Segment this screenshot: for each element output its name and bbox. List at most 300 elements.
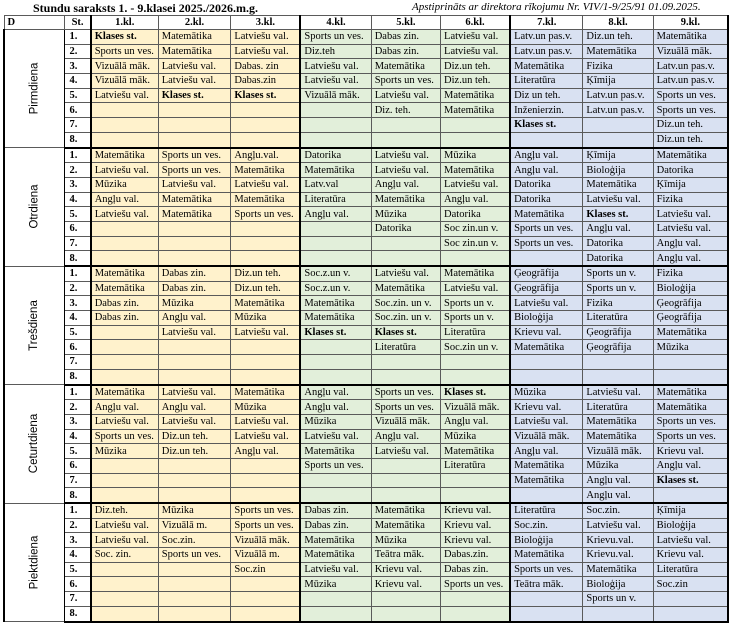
lesson-cell: Datorika (371, 221, 440, 236)
lesson-cell: Klases st. (158, 88, 231, 103)
lesson-cell (231, 236, 301, 251)
class-header-1: 1.kl. (91, 16, 159, 30)
lesson-cell: Teātra māk. (510, 577, 583, 592)
lesson-number: 1. (65, 148, 91, 163)
lesson-cell: Soc.zin (653, 577, 728, 592)
lesson-cell (441, 132, 511, 147)
lesson-cell: Latviešu val. (371, 163, 440, 178)
lesson-number: 6. (65, 458, 91, 473)
lesson-cell: Angļu val. (300, 207, 371, 222)
lesson-cell: Matemātika (510, 59, 583, 74)
lesson-cell: Mūzika (231, 311, 301, 326)
timetable-row (4, 148, 728, 163)
lesson-cell: Diz.un teh. (231, 266, 301, 281)
lesson-number: 7. (65, 592, 91, 607)
lesson-cell: Datorika (510, 177, 583, 192)
lesson-cell (231, 251, 301, 266)
lesson-cell (371, 236, 440, 251)
lesson-cell: Matemātika (300, 444, 371, 459)
lesson-cell: Sports un ves. (231, 503, 301, 518)
lesson-cell: Fizika (583, 59, 653, 74)
lesson-cell: Krievu val. (653, 548, 728, 563)
lesson-cell (91, 488, 159, 503)
lesson-cell (441, 251, 511, 266)
lesson-cell (91, 325, 159, 340)
timetable-row (4, 266, 728, 281)
lesson-cell: Literatūra (583, 311, 653, 326)
lesson-cell: Krievu val. (371, 577, 440, 592)
lesson-cell (158, 251, 231, 266)
lesson-cell: Angļu val. (510, 163, 583, 178)
day-label (4, 30, 65, 148)
class-header-9: 9.kl. (653, 16, 728, 30)
lesson-cell: Dabas zin. (158, 266, 231, 281)
timetable-row (4, 369, 728, 384)
lesson-cell: Vizuālā m. (158, 518, 231, 533)
lesson-cell: Mūzika (300, 577, 371, 592)
lesson-cell: Bioloģija (510, 311, 583, 326)
lesson-cell: Matemātika (231, 192, 301, 207)
lesson-cell (300, 132, 371, 147)
lesson-number: 3. (65, 177, 91, 192)
lesson-cell (158, 562, 231, 577)
lesson-cell (300, 103, 371, 118)
timetable-row (4, 88, 728, 103)
lesson-cell: Vizuālā māk. (653, 44, 728, 59)
timetable-row (4, 548, 728, 563)
day-name: Ceturtdiena (28, 414, 41, 474)
lesson-cell: Matemātika (441, 103, 511, 118)
lesson-cell: Latviešu val. (158, 325, 231, 340)
lesson-cell: Angļu val. (510, 444, 583, 459)
lesson-cell: Mūzika (300, 414, 371, 429)
lesson-cell: Latviešu val. (231, 177, 301, 192)
lesson-cell: Sports un ves. (371, 74, 440, 89)
lesson-cell: Krievu val. (653, 444, 728, 459)
timetable-row (4, 118, 728, 133)
lesson-cell: Sports un ves. (510, 236, 583, 251)
lesson-cell: Latv.un pas.v. (583, 88, 653, 103)
lesson-number: 2. (65, 400, 91, 415)
lesson-cell: Angļu.val. (231, 148, 301, 163)
lesson-cell (371, 355, 440, 370)
lesson-cell: Matemātika (510, 207, 583, 222)
lesson-cell: Latviešu val. (91, 207, 159, 222)
lesson-cell (158, 606, 231, 621)
lesson-cell: Klases st. (371, 325, 440, 340)
lesson-cell: Matemātika (300, 533, 371, 548)
lesson-cell: Matemātika (371, 518, 440, 533)
timetable-row (4, 207, 728, 222)
lesson-cell (300, 236, 371, 251)
lesson-cell: Matemātika (653, 385, 728, 400)
lesson-cell (300, 473, 371, 488)
lesson-cell: Angļu val. (158, 400, 231, 415)
lesson-cell: Fizika (653, 266, 728, 281)
lesson-cell: Ķīmija (653, 177, 728, 192)
lesson-cell: Diz.un teh. (158, 444, 231, 459)
lesson-number: 4. (65, 548, 91, 563)
lesson-cell: Vizuālā māk. (231, 533, 301, 548)
lesson-cell: Dabas zin. (158, 281, 231, 296)
lesson-cell: Vizuālā māk. (583, 444, 653, 459)
lesson-cell: Vizuālā māk. (371, 414, 440, 429)
lesson-cell: Matemātika (653, 148, 728, 163)
lesson-cell: Matemātika (300, 548, 371, 563)
lesson-cell (510, 369, 583, 384)
lesson-cell (371, 118, 440, 133)
lesson-cell: Angļu val. (231, 444, 301, 459)
lesson-cell: Diz.un teh. (653, 132, 728, 147)
lesson-cell: Latviešu val. (510, 296, 583, 311)
lesson-cell: Literatūra (510, 74, 583, 89)
lesson-cell: Soc zin.un v. (441, 236, 511, 251)
lesson-cell (653, 592, 728, 607)
lesson-cell (158, 577, 231, 592)
lesson-cell (158, 369, 231, 384)
lesson-cell: Datorika (653, 163, 728, 178)
lesson-number: 8. (65, 606, 91, 621)
lesson-cell: Diz.un teh. (231, 281, 301, 296)
lesson-cell (441, 118, 511, 133)
lesson-cell: Soc.zin un v. (441, 340, 511, 355)
lesson-cell: Dabas. zin (231, 59, 301, 74)
approval-note: Apstiprināts ar direktora rīkojumu Nr. VIV/1-9/25/91 01.09.2025. (412, 1, 701, 13)
lesson-cell: Angļu val. (510, 148, 583, 163)
lesson-cell (158, 592, 231, 607)
lesson-cell: Latviešu val. (158, 177, 231, 192)
timetable-row (4, 103, 728, 118)
lesson-cell: Bioloģija (583, 163, 653, 178)
lesson-cell: Soc.zin. (158, 533, 231, 548)
lesson-cell: Latv.un pas.v. (510, 44, 583, 59)
lesson-cell (583, 369, 653, 384)
lesson-cell: Latviešu val. (91, 163, 159, 178)
lesson-cell (371, 488, 440, 503)
day-name: Pirmdiena (28, 62, 41, 115)
timetable-row (4, 236, 728, 251)
timetable-row (4, 325, 728, 340)
lesson-cell: Matemātika (441, 266, 511, 281)
lesson-cell: Bioloģija (510, 533, 583, 548)
lesson-cell (653, 606, 728, 621)
lesson-cell: Krievu val. (371, 562, 440, 577)
lesson-cell (158, 103, 231, 118)
lesson-cell: Latviešu val. (371, 148, 440, 163)
lesson-cell: Latviešu val. (371, 444, 440, 459)
lesson-cell: Literatūra (300, 192, 371, 207)
lesson-number: 8. (65, 132, 91, 147)
day-label (4, 148, 65, 267)
lesson-cell (510, 488, 583, 503)
lesson-number-header: St. (65, 16, 91, 30)
lesson-number: 3. (65, 296, 91, 311)
timetable-row (4, 429, 728, 444)
lesson-cell: Krievu val. (441, 503, 511, 518)
lesson-cell (510, 592, 583, 607)
lesson-cell: Datorika (510, 192, 583, 207)
lesson-cell: Latv.un pas.v. (653, 59, 728, 74)
lesson-cell: Mūzika (583, 458, 653, 473)
class-header-5: 5.kl. (371, 16, 440, 30)
lesson-cell (231, 221, 301, 236)
lesson-cell: Latviešu val. (653, 221, 728, 236)
lesson-number: 3. (65, 414, 91, 429)
lesson-cell: Klases st. (300, 325, 371, 340)
lesson-number: 7. (65, 473, 91, 488)
lesson-cell: Latviešu val. (371, 266, 440, 281)
lesson-number: 7. (65, 355, 91, 370)
lesson-cell: Angļu val. (441, 192, 511, 207)
lesson-cell (231, 577, 301, 592)
lesson-cell: Ģeogrāfija (510, 266, 583, 281)
day-column-header: D (4, 16, 65, 30)
lesson-cell: Angļu val. (300, 385, 371, 400)
lesson-cell: Latviešu val. (371, 88, 440, 103)
lesson-number: 1. (65, 30, 91, 45)
lesson-cell (158, 340, 231, 355)
lesson-cell: Dabas zin. (371, 30, 440, 45)
lesson-cell (231, 369, 301, 384)
lesson-cell (231, 103, 301, 118)
lesson-cell (91, 355, 159, 370)
timetable-row (4, 74, 728, 89)
timetable-row (4, 192, 728, 207)
lesson-cell: Soc.z.un v. (300, 281, 371, 296)
lesson-cell: Matemātika (300, 163, 371, 178)
lesson-cell: Latviešu val. (441, 177, 511, 192)
lesson-cell: Literatūra (441, 458, 511, 473)
lesson-cell: Klases st. (91, 30, 159, 45)
lesson-number: 4. (65, 311, 91, 326)
lesson-cell: Ģeogrāfija (653, 296, 728, 311)
lesson-cell: Matemātika (583, 44, 653, 59)
lesson-cell: Bioloģija (583, 577, 653, 592)
lesson-cell: Matemātika (371, 281, 440, 296)
lesson-cell (583, 355, 653, 370)
day-name: Otrdiena (28, 184, 41, 229)
lesson-cell: Sports un v. (583, 281, 653, 296)
lesson-cell: Angļu val. (91, 400, 159, 415)
lesson-cell: Mūzika (91, 177, 159, 192)
lesson-cell (300, 369, 371, 384)
lesson-cell (371, 592, 440, 607)
lesson-number: 6. (65, 103, 91, 118)
lesson-number: 6. (65, 221, 91, 236)
lesson-cell: Sports un ves. (371, 385, 440, 400)
timetable-row (4, 503, 728, 518)
lesson-cell (371, 251, 440, 266)
lesson-cell: Soc zin.un v. (441, 221, 511, 236)
day-label (4, 503, 65, 622)
lesson-cell (91, 369, 159, 384)
timetable-row (4, 132, 728, 147)
lesson-cell (371, 606, 440, 621)
lesson-cell (231, 340, 301, 355)
lesson-number: 8. (65, 488, 91, 503)
lesson-cell: Latv.un pas.v. (653, 74, 728, 89)
lesson-cell: Matemātika (231, 296, 301, 311)
day-label (4, 385, 65, 504)
lesson-cell: Mūzika (441, 429, 511, 444)
lesson-cell (91, 103, 159, 118)
lesson-cell: Latviešu val. (91, 414, 159, 429)
lesson-cell: Latviešu val. (158, 385, 231, 400)
class-header-3: 3.kl. (231, 16, 301, 30)
lesson-number: 4. (65, 429, 91, 444)
lesson-cell (441, 488, 511, 503)
day-label (4, 266, 65, 385)
lesson-cell: Bioloģija (653, 281, 728, 296)
lesson-cell: Krievu val. (441, 533, 511, 548)
lesson-cell: Sports un ves. (158, 548, 231, 563)
lesson-cell: Latviešu val. (583, 518, 653, 533)
lesson-cell: Diz.un teh. (158, 429, 231, 444)
lesson-cell: Fizika (653, 192, 728, 207)
lesson-cell: Latviešu val. (231, 414, 301, 429)
lesson-cell: Literatūra (583, 400, 653, 415)
timetable-row (4, 296, 728, 311)
timetable-row (4, 414, 728, 429)
class-header-2: 2.kl. (158, 16, 231, 30)
lesson-cell: Sports un ves. (510, 562, 583, 577)
lesson-cell: Mūzika (231, 400, 301, 415)
lesson-cell (91, 221, 159, 236)
lesson-cell: Sports un ves. (653, 429, 728, 444)
lesson-cell: Sports un ves. (300, 458, 371, 473)
lesson-cell: Dabas zin. (441, 562, 511, 577)
lesson-cell: Angļu val. (653, 458, 728, 473)
lesson-cell: Sports un ves. (91, 429, 159, 444)
lesson-cell: Angļu val. (371, 429, 440, 444)
timetable-row (4, 385, 728, 400)
lesson-cell (158, 473, 231, 488)
timetable-row (4, 340, 728, 355)
lesson-cell: Klases st. (653, 473, 728, 488)
lesson-cell (300, 488, 371, 503)
lesson-cell: Fizika (583, 296, 653, 311)
lesson-cell: Angļu val. (158, 311, 231, 326)
lesson-cell: Mūzika (158, 296, 231, 311)
lesson-cell: Angļu val. (653, 236, 728, 251)
lesson-cell: Literatūra (441, 325, 511, 340)
lesson-cell: Ģeogrāfija (653, 311, 728, 326)
timetable-row (4, 518, 728, 533)
lesson-cell: Dabas zin. (91, 311, 159, 326)
lesson-cell (371, 473, 440, 488)
lesson-cell (510, 355, 583, 370)
lesson-cell: Sports un v. (441, 296, 511, 311)
lesson-cell (300, 606, 371, 621)
lesson-number: 3. (65, 59, 91, 74)
timetable-row (4, 592, 728, 607)
lesson-cell (231, 132, 301, 147)
schedule-title: Stundu saraksts 1. - 9.klasei 2025./2026.m.g. (33, 1, 259, 15)
lesson-cell (158, 355, 231, 370)
lesson-cell: Soc. zin. (91, 548, 159, 563)
lesson-cell: Latviešu val. (441, 281, 511, 296)
lesson-cell: Ģeogrāfija (583, 340, 653, 355)
lesson-cell: Vizuālā māk. (441, 400, 511, 415)
lesson-cell: Sports un ves. (231, 207, 301, 222)
timetable-row (4, 311, 728, 326)
lesson-cell: Sports un ves. (653, 103, 728, 118)
lesson-cell: Matemātika (653, 325, 728, 340)
lesson-cell: Datorika (583, 236, 653, 251)
lesson-cell (510, 132, 583, 147)
lesson-cell: Diz.teh (300, 44, 371, 59)
lesson-cell: Latviešu val. (231, 429, 301, 444)
lesson-cell: Matemātika (441, 163, 511, 178)
lesson-cell (158, 236, 231, 251)
lesson-cell: Literatūra (510, 503, 583, 518)
lesson-cell: Sports un ves. (91, 44, 159, 59)
lesson-cell: Krievu val. (510, 325, 583, 340)
lesson-cell: Diz.teh. (91, 503, 159, 518)
lesson-cell (231, 473, 301, 488)
lesson-cell: Vizuālā māk. (91, 74, 159, 89)
lesson-cell (441, 355, 511, 370)
lesson-cell: Vizuālā māk. (300, 88, 371, 103)
timetable-row (4, 30, 728, 45)
lesson-cell: Diz un teh. (510, 88, 583, 103)
timetable-body (4, 30, 728, 622)
timetable-row (4, 355, 728, 370)
lesson-cell: Inženierzin. (510, 103, 583, 118)
lesson-cell: Matemātika (158, 207, 231, 222)
lesson-cell (91, 118, 159, 133)
lesson-cell: Dabas.zin (231, 74, 301, 89)
lesson-cell: Matemātika (371, 503, 440, 518)
lesson-cell (231, 606, 301, 621)
lesson-cell: Teātra māk. (371, 548, 440, 563)
lesson-cell: Latv.un pas.v. (583, 103, 653, 118)
lesson-cell: Matemātika (441, 444, 511, 459)
lesson-cell: Matemātika (371, 192, 440, 207)
lesson-cell: Mūzika (371, 533, 440, 548)
lesson-cell: Matemātika (300, 311, 371, 326)
lesson-cell (300, 592, 371, 607)
lesson-cell: Sports un ves. (300, 30, 371, 45)
lesson-cell: Krievu val. (510, 400, 583, 415)
timetable-row (4, 577, 728, 592)
lesson-cell: Angļu val. (91, 192, 159, 207)
lesson-cell: Dabas zin. (300, 503, 371, 518)
lesson-cell: Matemātika (231, 163, 301, 178)
lesson-cell (158, 132, 231, 147)
lesson-cell: Krievu.val. (583, 533, 653, 548)
lesson-cell: Diz. teh. (371, 103, 440, 118)
lesson-cell: Datorika (300, 148, 371, 163)
lesson-cell (231, 458, 301, 473)
lesson-cell: Mūzika (510, 385, 583, 400)
lesson-cell: Latviešu val. (231, 325, 301, 340)
lesson-cell (231, 488, 301, 503)
lesson-cell: Krievu.val. (583, 548, 653, 563)
lesson-number: 5. (65, 88, 91, 103)
lesson-cell: Soc.zin (231, 562, 301, 577)
lesson-number: 6. (65, 577, 91, 592)
lesson-cell: Latviešu val. (441, 30, 511, 45)
timetable-row (4, 59, 728, 74)
lesson-cell: Latviešu val. (231, 30, 301, 45)
lesson-cell: Ģeogrāfija (583, 325, 653, 340)
timetable-row (4, 281, 728, 296)
lesson-cell (91, 251, 159, 266)
lesson-number: 2. (65, 44, 91, 59)
lesson-cell (91, 606, 159, 621)
lesson-cell: Literatūra (653, 562, 728, 577)
